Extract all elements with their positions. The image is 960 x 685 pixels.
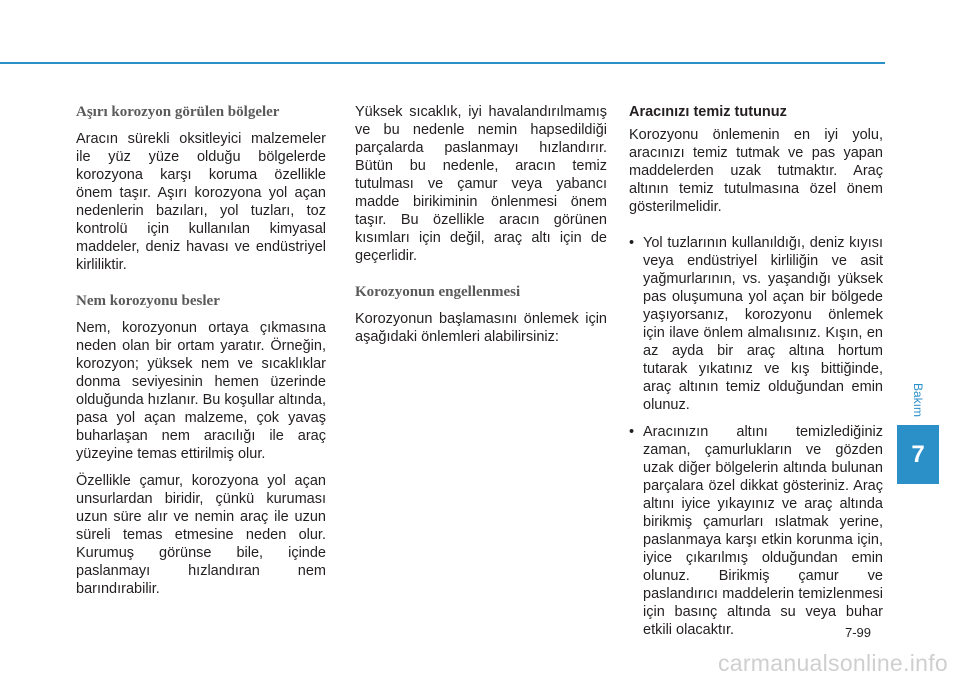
paragraph-corrosion-areas: Aracın sürekli oksitleyici malzemeler ile yüz yüze olduğu bölgelerde korozyona karşı koruma özellikle önem taşır. Aşırı korozyona yol açan nedenlerin bazıları, yol tuzları, toz kontrolü için kullanılan kimyasal maddeler, deniz havası ve endüstriyel kirliliktir. (76, 131, 326, 273)
heading-excessive-corrosion: Aşırı korozyon görülen bölgeler (76, 104, 280, 120)
column-2 (355, 103, 607, 355)
bullet-text-underbody: Aracınızın altını temizlediğiniz zaman, çamurlukların ve gözden uzak diğer bölgelerin altında bulunan parçalara özel dikkat gösteriniz. Araç altını iyice yıkayınız ve araç altında birikmiş çamurları ıslatmak yerine, paslanmaya karşı etkin korunma için, iyice çıkarılmış olduğundan emin olunuz. Birikmiş çamur ve paslandırıcı maddelerin temizlenmesi için basınç altında su veya buhar etkili olacaktır. (643, 424, 883, 638)
column-3 (629, 103, 883, 648)
paragraph-prevention-intro: Korozyonun başlamasını önlemek için aşağıdaki önlemleri alabilirsiniz: (355, 311, 607, 345)
bullet-list (629, 234, 883, 639)
list-item (629, 423, 883, 639)
paragraph-mud: Özellikle çamur, korozyona yol açan unsurlardan biridir, çünkü kuruması uzun süre alır ve nemin araç ile uzun süreli temas etmesine neden olur. Kurumuş görünse bile, içinde paslanmayı hızlandıran nem barındırabilir. (76, 473, 326, 597)
heading-moisture: Nem korozyonu besler (76, 293, 220, 309)
top-rule (0, 62, 885, 64)
bullet-text-salt: Yol tuzlarının kullanıldığı, deniz kıyısı veya endüstriyel kirliliğin ve asit yağmurlarının, vs. yaşandığı yüksek pas oluşumuna yol açan bir bölgede yaşıyorsanız, korozyonu önlemek için ilave önlem almalısınız. Kışın, en az ayda bir araç altına hortum tutarak yıkatınız ve kış bittiğinde, araç altının temiz olduğundan emin olunuz. (643, 235, 883, 413)
list-item (629, 234, 883, 414)
paragraph-moisture: Nem, korozyonun ortaya çıkmasına neden olan bir ortam yaratır. Örneğin, korozyon; yüksek nem ve sıcaklıklar donma seviyesinin hemen üzerinde olduğunda hızlanır. Bu koşullar altında, pasa yol açan malzeme, çok yavaş buharlaşan nem aracılığı ile araç yüzeyine temas ettirilmiş olur. (76, 320, 326, 462)
paragraph-high-temperature: Yüksek sıcaklık, iyi havalandırılmamış ve bu nedenle nemin hapsedildiği parçalarda paslanmayı hızlandırır. Bütün bu nedenle, aracın temiz tutulması ve çamur veya yabancı madde birikiminin önlenmesi önem taşır. Bu özellikle aracın görünen kısımları için değil, araç altı için de geçerlidir. (355, 104, 607, 264)
heading-keep-clean: Aracınızı temiz tutunuz (629, 104, 787, 120)
watermark: carmanualsonline.info (717, 650, 948, 676)
heading-corrosion-prevention: Korozyonun engellenmesi (355, 284, 521, 300)
chapter-number: 7 (911, 440, 925, 468)
paragraph-keep-clean: Korozyonu önlemenin en iyi yolu, aracınızı temiz tutmak ve pas yapan maddelerden uzak tutmaktır. Araç altının temiz tutulmasına özel önem gösterilmelidir. (629, 127, 883, 215)
page-number: 7-99 (845, 625, 872, 640)
section-label-text: Bakım (911, 382, 926, 418)
column-1 (76, 103, 326, 607)
chapter-tab (897, 425, 939, 484)
bullet-icon: • (629, 235, 635, 251)
bullet-icon: • (629, 424, 635, 440)
section-label (908, 380, 928, 420)
